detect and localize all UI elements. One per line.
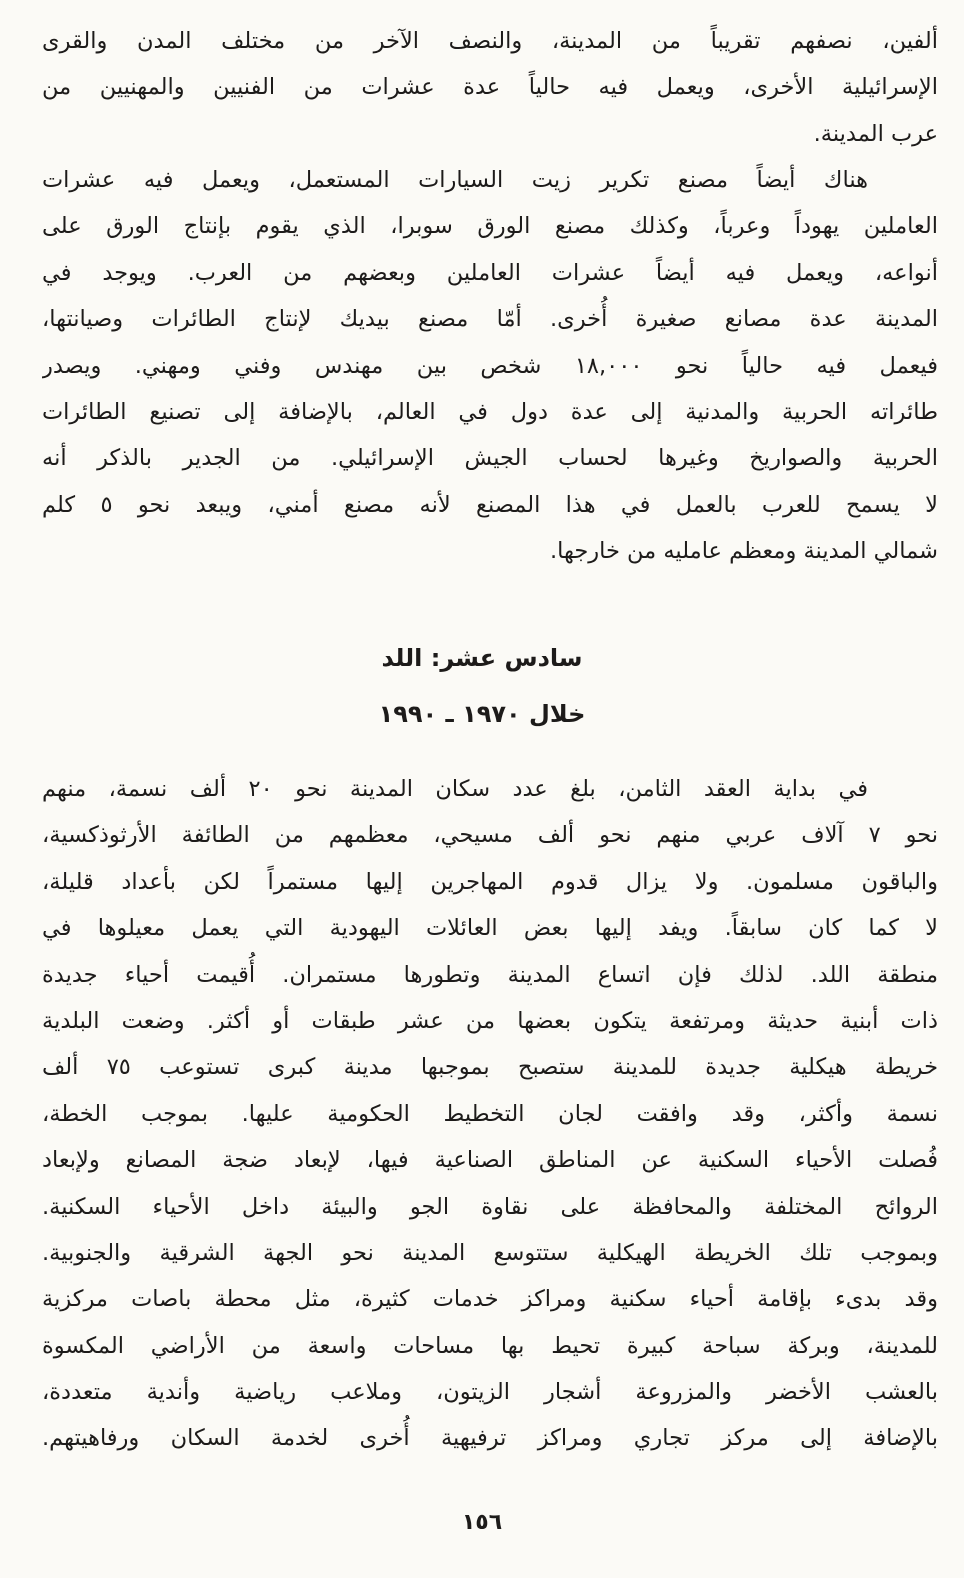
paragraph-factories: [42, 157, 938, 575]
text-line: فُصلت الأحياء السكنية عن المناطق الصناعية فيها، لإبعاد ضجة المصانع ولإبعاد: [42, 1147, 938, 1174]
text-line: خريطة هيكلية جديدة للمدينة ستصبح بموجبها مدينة كبرى تستوعب ٧٥ ألف: [42, 1054, 938, 1081]
text-line: الحربية والصواريخ وغيرها لحساب الجيش الإسرائيلي. من الجدير بالذكر أنه: [42, 445, 938, 472]
text-line: في بداية العقد الثامن، بلغ عدد سكان المدينة نحو ٢٠ ألف نسمة، منهم: [42, 776, 868, 802]
text-line: للمدينة، وبركة سباحة كبيرة تحيط بها مساحات واسعة من الأراضي المكسوة: [42, 1332, 938, 1359]
text-line: والباقون مسلمون. ولا يزال قدوم المهاجرين إليها مستمراً لكن بأعداد قليلة،: [42, 868, 938, 895]
text-line: طائراته الحربية والمدنية إلى عدة دول في العالم، بالإضافة إلى تصنيع الطائرات: [42, 398, 938, 425]
text-line: الروائح المختلفة والمحافظة على نقاوة الجو والبيئة داخل الأحياء السكنية.: [42, 1193, 938, 1220]
text-line: المدينة عدة مصانع صغيرة أُخرى. أمّا مصنع بيديك لإنتاج الطائرات وصيانتها،: [42, 306, 938, 333]
text-line: ألفين، نصفهم تقريباً من المدينة، والنصف الآخر من مختلف المدن والقرى: [42, 28, 938, 54]
text-line: شمالي المدينة ومعظم عامليه من خارجها.: [549, 538, 938, 565]
text-line: بالإضافة إلى مركز تجاري ومراكز ترفيهية أُخرى لخدمة السكان ورفاهيتهم.: [42, 1425, 938, 1452]
text-line: لا يسمح للعرب بالعمل في هذا المصنع لأنه مصنع أمني، ويبعد نحو ٥ كلم: [42, 491, 938, 518]
text-line: نسمة وأكثر، وقد وافقت لجان التخطيط الحكومية عليها. بموجب الخطة،: [42, 1100, 938, 1127]
text-line: أنواعه، ويعمل فيه أيضاً عشرات العاملين وبعضهم من العرب. ويوجد في: [42, 259, 938, 286]
text-line: ذات أبنية حديثة ومرتفعة يتكون بعضها من عشر طبقات أو أكثر. وضعت البلدية: [42, 1007, 938, 1034]
section-title: سادس عشر: اللد: [381, 644, 583, 672]
text-line: نحو ٧ آلاف عربي منهم نحو ألف مسيحي، معظمهم من الطائفة الأرثوذكسية،: [42, 822, 938, 849]
page-number: ١٥٦: [461, 1510, 503, 1535]
text-line: لا كما كان سابقاً. ويفد إليها بعض العائلات اليهودية التي يعمل معيلوها في: [42, 915, 938, 942]
text-line: فيعمل فيه حالياً نحو ١٨,٠٠٠ شخص بين مهندس وفني ومهني. ويصدر: [42, 352, 938, 379]
text-line: العاملين يهوداً وعرباً، وكذلك مصنع الورق سوبرا، الذي يقوم بإنتاج الورق على: [42, 213, 938, 240]
text-line: هناك أيضاً مصنع تكرير زيت السيارات المستعمل، ويعمل فيه عشرات: [42, 167, 868, 193]
text-line: منطقة اللد. لذلك فإن اتساع المدينة وتطورها مستمران. أُقيمت أحياء جديدة: [42, 961, 938, 988]
text-line: وقد بدىء بإقامة أحياء سكنية ومراكز خدمات كثيرة، مثل محطة باصات مركزية: [42, 1286, 938, 1313]
text-line: عرب المدينة.: [813, 120, 938, 147]
paragraph-continued: [42, 18, 938, 157]
section-subtitle: خلال ١٩٧٠ ـ ١٩٩٠: [378, 700, 586, 728]
text-line: بالعشب الأخضر والمزروعة أشجار الزيتون، وملاعب رياضية وأندية متعددة،: [42, 1379, 938, 1406]
paragraph-lod-1970-1990: [42, 766, 938, 1462]
text-line: الإسرائيلية الأخرى، ويعمل فيه حالياً عدة عشرات من الفنيين والمهنيين من: [42, 74, 938, 101]
text-line: وبموجب تلك الخريطة الهيكلية ستتوسع المدينة نحو الجهة الشرقية والجنوبية.: [42, 1239, 938, 1266]
